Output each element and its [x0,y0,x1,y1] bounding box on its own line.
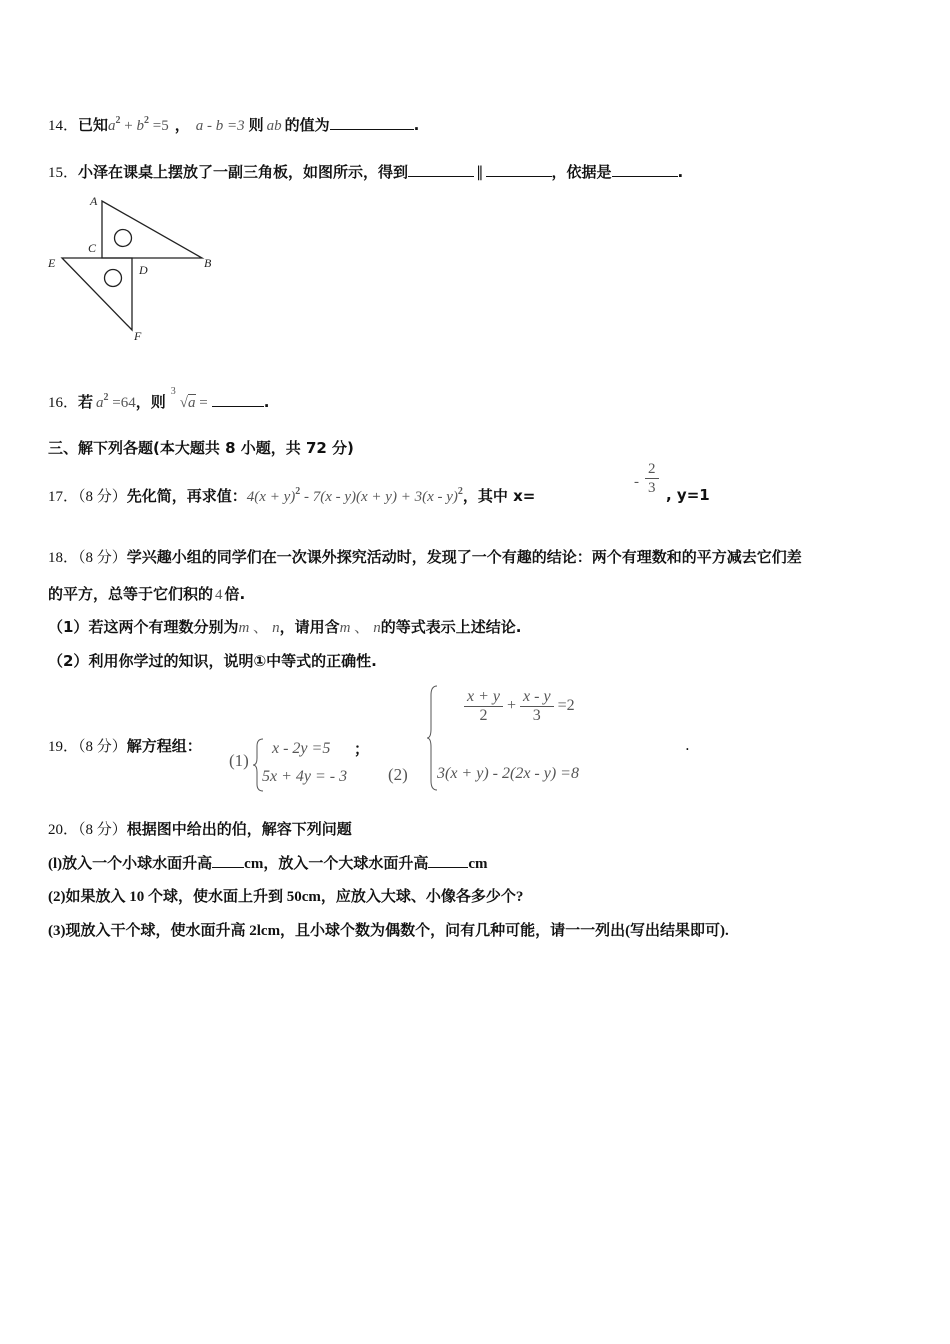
question-20-part-3: (3)现放入干个球，使水面升高 2lcm，且小球个数为偶数个，问有几种可能，请一一列出(写出结果即可). [48,923,729,939]
question-18-line-1: 18．（8 分）学兴趣小组的同学们在一次课外探究活动时，发现了一个有趣的结论：两个有理数和的平方减去它们差 [48,548,802,566]
question-number: 17． [48,489,79,505]
question-16: 16．若 $a^2 =64$，则 3 √a = . [48,386,270,411]
label-E: E [48,256,56,270]
question-number: 19． [48,739,79,755]
answer-blank[interactable] [428,853,468,868]
answer-blank[interactable] [486,162,552,177]
expression-part-1: 4(x + y) [246,489,296,505]
system-2-label: (2) [388,765,408,784]
section-title: 三、解下列各题(本大题共 8 小题，共 72 分) [48,439,354,457]
question-number: 16． [48,395,79,411]
question-15: 15．小泽在课桌上摆放了一副三角板，如图所示，得到 ∥ ，依据是 . [48,163,684,181]
answer-blank[interactable] [212,392,264,407]
question-20-part-2: (2)如果放入 10 个球，使水面上升到 50cm，应放入大球、小像各多少个? [48,889,524,905]
question-number: 18． [48,550,79,566]
question-19: 19．（8 分）解方程组： [48,737,202,755]
question-20: 20．（8 分）根据图中给出的伯，解容下列问题 [48,820,352,838]
label-A: A [90,194,98,208]
lower-triangle [62,258,132,330]
lower-triangle-hole [105,270,122,287]
semicolon: ； [354,740,370,758]
answer-blank[interactable] [330,115,414,130]
label-F: F [134,329,142,343]
label-B: B [204,256,212,270]
question-18-part-1: （1）若这两个有理数分别为m 、 n，请用含m 、 n的等式表示上述结论. [48,618,522,636]
expression-part-2: - 7(x - y)(x + y) + 3(x - y) [300,489,458,505]
system-2-equation-2: 3(x + y) - 2(2x - y) =8 [437,765,579,782]
question-number: 15． [48,165,79,181]
question-20-part-1: (l)放入一个小球水面升高 cm，放入一个大球水面升高 cm [48,853,487,874]
question-18-part-2: （2）利用你学过的知识，说明①中等式的正确性. [48,652,377,670]
cube-root: 3 √a [170,386,196,411]
x-value-fraction: $\frac{2}{3}$ [645,460,659,497]
upper-triangle [102,201,202,258]
system-1-label: (1) [229,751,249,770]
answer-blank[interactable] [408,162,474,177]
question-14: 14．已知$a^2 + b^2 =5$ ， a - b =3 则 ab 的值为 . [48,115,420,134]
answer-blank[interactable] [612,162,678,177]
answer-blank[interactable] [212,853,244,868]
question-18-line-2: 的平方，总等于它们积的 4 倍. [48,585,246,603]
y-value: , y=1 [666,486,710,504]
question-number: 20． [48,822,79,838]
upper-triangle-hole [115,230,132,247]
system-1-equation-2: 5x + 4y = - 3 [262,768,348,785]
label-C: C [88,241,97,255]
question-number: 14． [48,118,79,134]
question-19-period: . [685,736,690,754]
question-17: 17．（8 分）先化简，再求值：$4(x + y)^2 - 7(x - y)(x + y) + 3(x - y)^2$，其中 x= [48,486,536,505]
system-2-equation-1: $\frac{x + y}{2}$ + $\frac{x - y}{3}$ =2 [464,688,575,725]
triangle-rulers-figure [44,190,224,350]
negative-sign: - [634,474,639,490]
system-1-equation-1: x - 2y =5 [272,740,331,757]
equation-a-minus-b: a - b =3 [195,118,245,134]
label-D: D [139,263,148,277]
